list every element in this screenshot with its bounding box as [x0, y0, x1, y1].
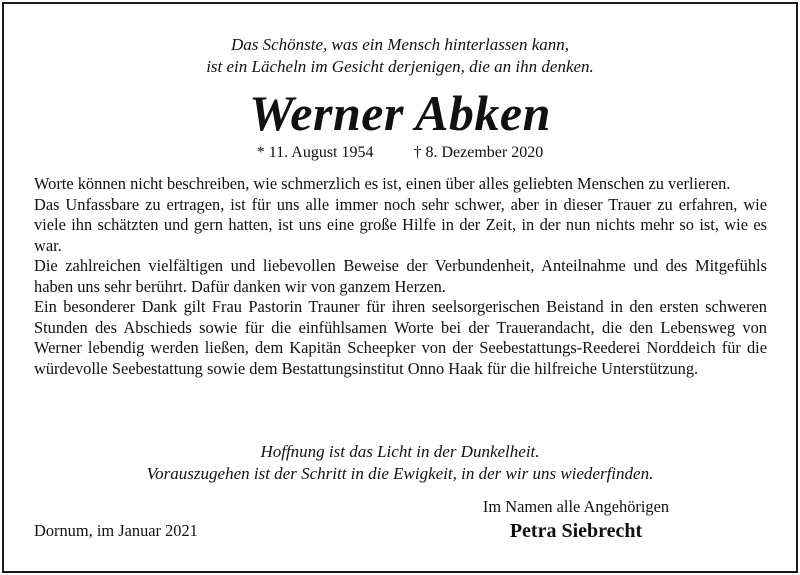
closing-line-2: Vorauszugehen ist der Schritt in die Ewigkeit, in der wir uns wiederfinden. — [146, 464, 654, 483]
death-date: † 8. Dezember 2020 — [413, 144, 544, 161]
closing-quote — [0, 441, 800, 485]
motto-line-1: Das Schönste, was ein Mensch hinterlassen kann, — [230, 35, 570, 54]
paragraph: Das Unfassbare zu ertragen, ist für uns alle immer noch sehr schwer, aber in dieser Trauer zu erfahren, wie viele ihn schätzten und gern hatten, ist uns eine große Hilfe in der Zeit, in der nun nichts mehr so ist, wie es war. — [34, 194, 767, 255]
thank-you-text — [34, 174, 767, 379]
place-and-date: Dornum, im Januar 2021 — [34, 521, 198, 540]
life-dates — [0, 142, 800, 164]
opening-motto — [0, 34, 800, 78]
paragraph: Ein besonderer Dank gilt Frau Pastorin Trauner für ihren seelsorgerischen Beistand in den ersten schweren Stunden des Abschieds sowie für die einfühlsamen Worte bei der Trauerandacht, die den Lebensweg von Werner lebendig werden ließen, dem Kapitän Scheepker von der Seebestattungs-Reederei Norddeich für die würdevolle Seebestattung sowie dem Bestattungsinstitut Onno Haak für die hilfreiche Unterstützung. — [34, 297, 767, 378]
closing-line-1: Hoffnung ist das Licht in der Dunkelheit. — [260, 442, 540, 461]
deceased-name: Werner Abken — [249, 85, 551, 141]
signatory-name: Petra Siebrecht — [509, 520, 643, 542]
on-behalf-text: Im Namen alle Angehörigen — [482, 497, 670, 516]
birth-date: * 11. August 1954 — [256, 144, 374, 161]
paragraph: Die zahlreichen vielfältigen und liebevollen Beweise der Verbundenheit, Anteilnahme und des Mitgefühls haben uns sehr berührt. Dafür danken wir von ganzem Herzen. — [34, 256, 767, 296]
motto-line-2: ist ein Lächeln im Gesicht derjenigen, die an ihn denken. — [206, 57, 594, 76]
paragraph: Worte können nicht beschreiben, wie schmerzlich es ist, einen über alles geliebten Menschen zu verlieren. — [34, 174, 731, 193]
